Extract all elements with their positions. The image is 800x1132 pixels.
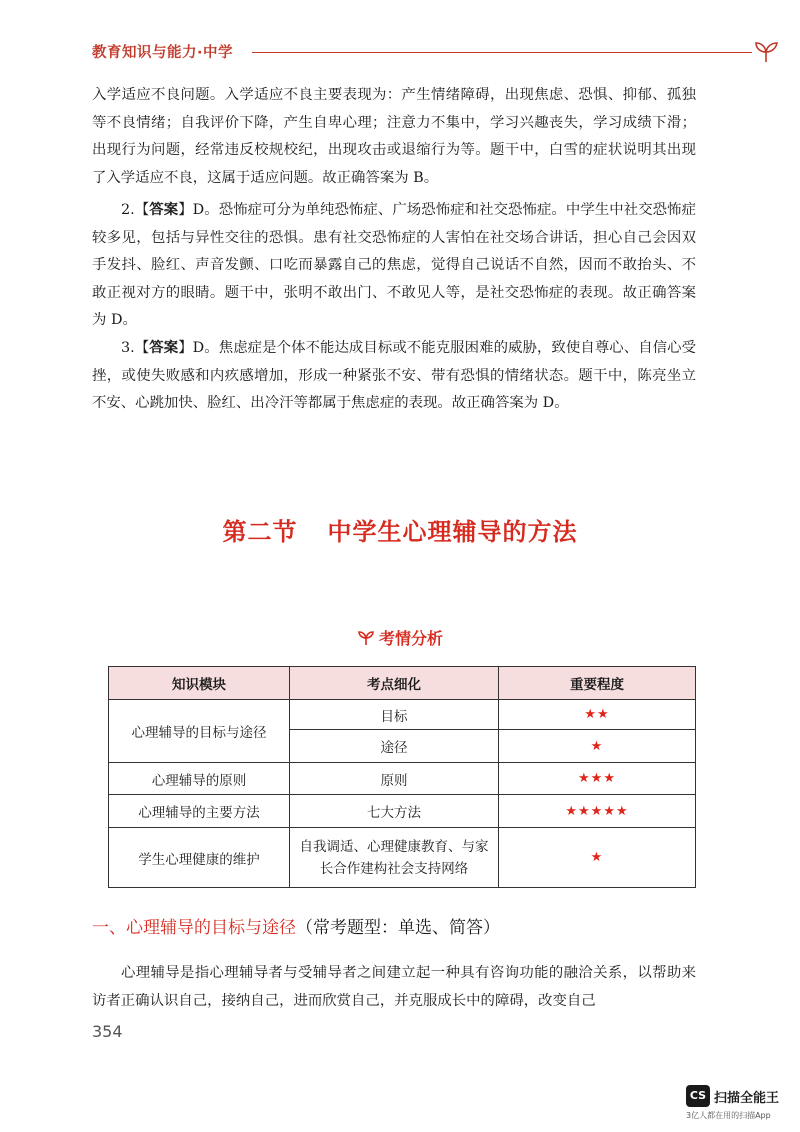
module-cell: 心理辅导的主要方法 <box>109 795 290 828</box>
section-name: 中学生心理辅导的方法 <box>327 518 578 546</box>
watermark-tagline: 3亿人都在用的扫描App <box>686 1111 771 1120</box>
paragraph-3 <box>92 334 696 418</box>
answer-label: 答案 <box>149 339 179 356</box>
scanner-watermark <box>686 1085 796 1125</box>
analysis-title: 考情分析 <box>378 629 443 648</box>
subsection-heading <box>92 913 500 938</box>
answer-number: 2.【 <box>121 202 150 218</box>
module-cell: 心理辅导的目标与途径 <box>109 700 290 763</box>
importance-stars: ★★★ <box>499 763 696 795</box>
exam-analysis-heading <box>0 626 800 649</box>
subsection-title: 一、心理辅导的目标与途径 <box>92 918 296 938</box>
section-title <box>0 512 800 547</box>
answer-text: 】D。焦虑症是个体不能达成目标或不能克服困难的威胁，致使自尊心、自信心受挫，或使失败感和内疚感增加，形成一种紧张不安、带有恐惧的情绪状态。题干中，陈亮坐立不安、心跳加快、脸红、出冷汗等都属于焦虑症的表现。故正确答案为 D。 <box>92 340 696 412</box>
paragraph-1: 入学适应不良问题。入学适应不良主要表现为：产生情绪障碍，出现焦虑、恐惧、抑郁、孤独等不良情绪；自我评价下降，产生自卑心理；注意力不集中，学习兴趣丧失，学习成绩下滑；出现行为问题，经常违反校规校纪，出现攻击或退缩行为等。题干中，白雪的症状说明其出现了入学适应不良，这属于适应问题。故正确答案为 B。 <box>92 87 696 186</box>
importance-stars: ★★★★★ <box>499 795 696 828</box>
watermark-name: 扫描全能王 <box>714 1091 780 1106</box>
section-number: 第二节 <box>222 518 298 546</box>
header-title: 教育知识与能力·中学 <box>92 45 234 61</box>
table-row <box>109 700 696 730</box>
module-cell: 学生心理健康的维护 <box>109 828 290 888</box>
paragraph-4: 心理辅导是指心理辅导者与受辅导者之间建立起一种具有咨询功能的融洽关系，以帮助来访者正确认识自己，接纳自己，进而欣赏自己，并克服成长中的障碍，改变自己 <box>92 965 696 1009</box>
exam-points-table <box>108 666 696 888</box>
point-cell: 途径 <box>290 730 499 763</box>
sprout-icon <box>752 40 782 64</box>
sprout-icon <box>357 630 375 646</box>
column-header: 重要程度 <box>499 667 696 700</box>
importance-stars: ★★ <box>499 700 696 730</box>
table-row <box>109 795 696 828</box>
importance-stars: ★ <box>499 730 696 763</box>
paragraph-2 <box>92 196 696 335</box>
point-cell: 目标 <box>290 700 499 730</box>
table-row <box>109 763 696 795</box>
page-number: 354 <box>92 1022 123 1041</box>
point-cell: 原则 <box>290 763 499 795</box>
importance-stars: ★ <box>499 828 696 888</box>
answer-text: 】D。恐怖症可分为单纯恐怖症、广场恐怖症和社交恐怖症。中学生中社交恐怖症较多见，包括与异性交往的恐惧。患有社交恐怖症的人害怕在社交场合讲话，担心自己会因双手发抖、脸红、声音发颤、口吃而暴露自己的焦虑，觉得自己说话不自然，因而不敢抬头、不敢正视对方的眼睛。题干中，张明不敢出门、不敢见人等，是社交恐怖症的表现。故正确答案为 D。 <box>92 202 696 329</box>
table-header-row <box>109 667 696 700</box>
answer-number: 3.【 <box>121 340 150 356</box>
column-header: 知识模块 <box>109 667 290 700</box>
point-cell: 七大方法 <box>290 795 499 828</box>
running-header <box>92 40 692 64</box>
answer-label: 答案 <box>149 201 179 218</box>
module-cell: 心理辅导的原则 <box>109 763 290 795</box>
subsection-note: （常考题型：单选、简答） <box>296 918 500 938</box>
header-rule <box>252 52 752 53</box>
column-header: 考点细化 <box>290 667 499 700</box>
point-cell: 自我调适、心理健康教育、与家长合作建构社会支持网络 <box>290 828 499 888</box>
camscanner-logo-icon: CS <box>686 1085 710 1107</box>
table-row <box>109 828 696 888</box>
